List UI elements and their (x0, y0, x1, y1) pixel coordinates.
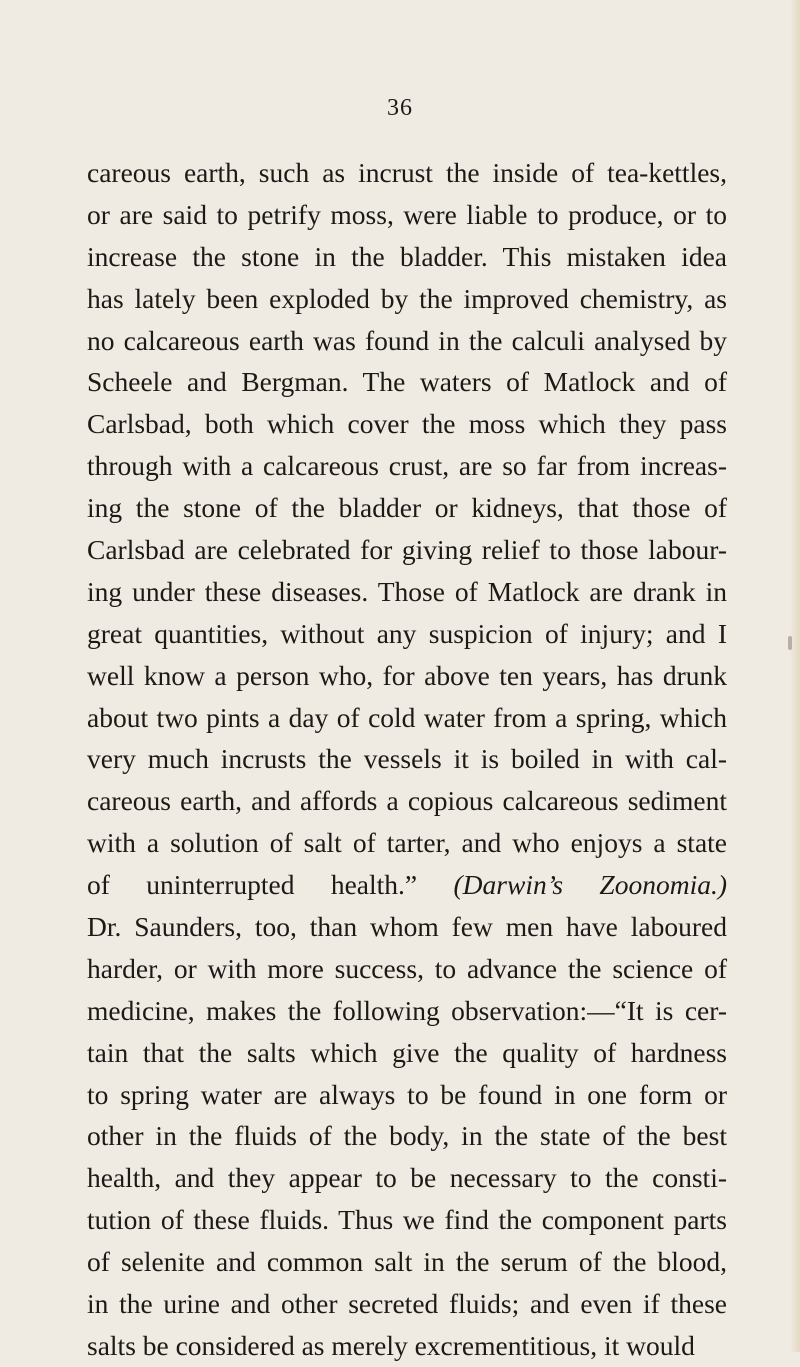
text-line: ing the stone of the bladder or kidneys, that those of (87, 492, 727, 524)
page-number: 36 (387, 95, 413, 121)
text-line: or are said to petrify moss, were liable to produce, or to (87, 198, 727, 230)
citation: (Darwin’s Zoonomia.) (453, 869, 727, 901)
text-line: Scheele and Bergman. The waters of Matlock and of (87, 366, 727, 398)
text-line: other in the fluids of the body, in the state of the best (87, 1120, 727, 1152)
text-line: tain that the salts which give the quality of hardness (87, 1036, 727, 1068)
text-line: careous earth, and affords a copious calcareous sediment (87, 785, 727, 817)
text-line: Carlsbad, both which cover the moss which they pass (87, 408, 727, 440)
text-line: harder, or with more success, to advance the science of (87, 952, 727, 984)
text-line: Carlsbad are celebrated for giving relief to those labour- (87, 534, 727, 566)
text-line: has lately been exploded by the improved chemistry, as (87, 282, 727, 314)
text-line (87, 864, 727, 906)
text-line: well know a person who, for above ten years, has drunk (87, 659, 727, 691)
body-text (87, 152, 727, 1367)
text-line: to spring water are always to be found in one form or (87, 1078, 727, 1110)
text-line: about two pints a day of cold water from a spring, which (87, 701, 727, 733)
text-line: increase the stone in the bladder. This mistaken idea (87, 240, 727, 272)
text-line: of selenite and common salt in the serum of the blood, (87, 1246, 727, 1278)
page-edge-mark (788, 636, 792, 650)
page-edge-shadow (790, 0, 800, 1352)
text-line: health, and they appear to be necessary to the consti- (87, 1162, 727, 1194)
text-line: very much incrusts the vessels it is boiled in with cal- (87, 743, 727, 775)
text-line: in the urine and other secreted fluids; and even if these (87, 1288, 727, 1320)
text-line: careous earth, such as incrust the inside of tea-kettles, (87, 157, 727, 188)
text-line: through with a calcareous crust, are so far from increas- (87, 450, 727, 482)
text-line: tution of these fluids. Thus we find the component parts (87, 1204, 727, 1236)
text-line: no calcareous earth was found in the calculi analysed by (87, 324, 727, 356)
text-line: great quantities, without any suspicion of injury; and I (87, 617, 727, 649)
text-line: ing under these diseases. Those of Matlock are drank in (87, 575, 727, 607)
text-line: salts be considered as merely excrementitious, it would (87, 1329, 695, 1361)
text-line: with a solution of salt of tarter, and who enjoys a state (87, 827, 727, 859)
text-line: medicine, makes the following observation:—“It is cer- (87, 994, 727, 1026)
text-line-content: of uninterrupted health.” (87, 869, 418, 901)
text-line: Dr. Saunders, too, than whom few men have laboured (87, 911, 727, 943)
